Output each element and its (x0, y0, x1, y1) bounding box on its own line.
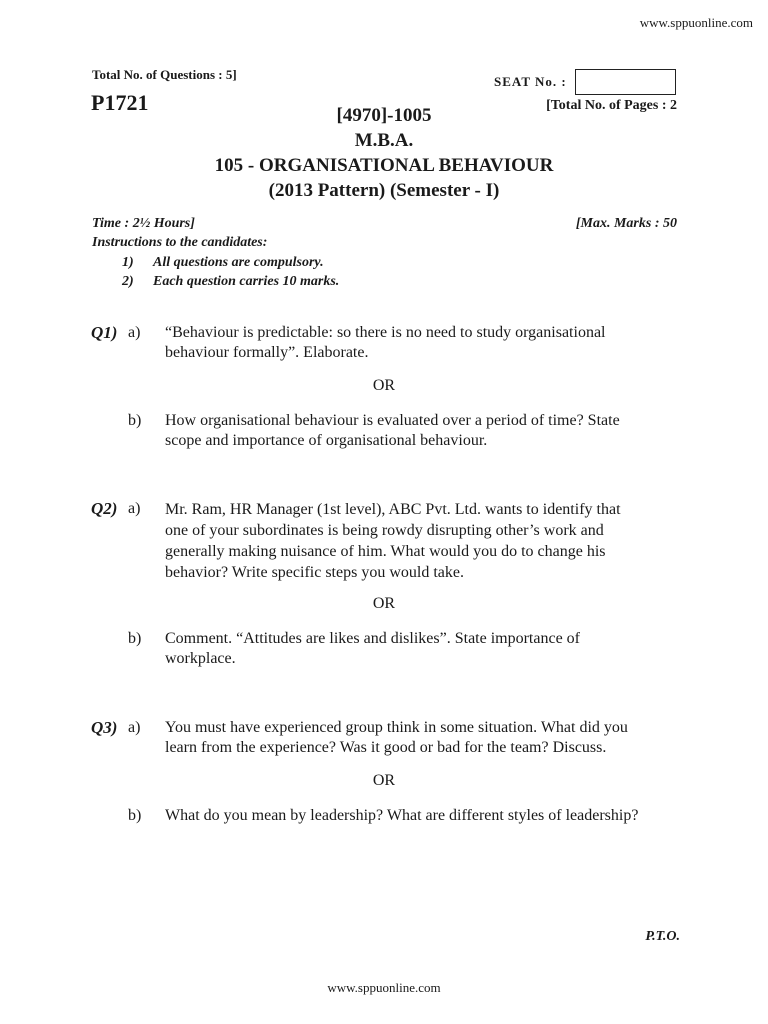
part-label: a) (128, 324, 141, 341)
instruction-item (122, 255, 324, 271)
site-url-top: www.sppuonline.com (639, 15, 753, 30)
part-label: b) (128, 630, 142, 647)
text-line: Comment. “Attitudes are likes and dislikes”. State importance of (165, 630, 581, 647)
total-pages: [Total No. of Pages : 2 (546, 98, 677, 113)
question-text (165, 629, 677, 669)
subject-title: 105 - ORGANISATIONAL BEHAVIOUR (214, 155, 554, 176)
question-text (165, 718, 677, 758)
part-label: b) (128, 807, 142, 824)
pattern-title: (2013 Pattern) (Semester - I) (268, 180, 500, 201)
site-url-bottom: www.sppuonline.com (327, 980, 441, 995)
degree-title: M.B.A. (354, 130, 414, 151)
instruction-item (122, 274, 339, 290)
exam-time: Time : 2½ Hours] (92, 216, 195, 231)
exam-code: [4970]-1005 (336, 105, 432, 126)
please-turn-over: P.T.O. (645, 929, 680, 944)
text-line: How organisational behaviour is evaluated over a period of time? State (165, 412, 620, 429)
instruction-number: 2) (122, 274, 134, 289)
instruction-text: All questions are compulsory. (153, 255, 324, 270)
instructions-title: Instructions to the candidates: (92, 235, 268, 250)
text-line: What do you mean by leadership? What are different styles of leadership? (165, 807, 639, 824)
part-label: a) (128, 500, 141, 517)
or-separator: OR (372, 595, 396, 612)
question-label: Q2) (91, 499, 118, 518)
part-label: a) (128, 719, 141, 736)
text-line: one of your subordinates is being rowdy disrupting other’s work and (165, 522, 604, 539)
or-separator: OR (372, 772, 396, 789)
seat-number-box (575, 69, 676, 95)
question-text (165, 323, 677, 363)
text-line: scope and importance of organisational behaviour. (165, 432, 488, 449)
text-line: behaviour formally”. Elaborate. (165, 344, 369, 361)
part-label: b) (128, 412, 142, 429)
paper-code: P1721 (91, 90, 149, 115)
max-marks: [Max. Marks : 50 (575, 216, 677, 231)
question-text (165, 411, 677, 451)
text-line: You must have experienced group think in some situation. What did you (165, 719, 628, 736)
instruction-text: Each question carries 10 marks. (153, 274, 340, 289)
question-label: Q3) (91, 718, 118, 737)
text-line: learn from the experience? Was it good or bad for the team? Discuss. (165, 739, 607, 756)
question-text (165, 499, 677, 583)
text-line: behavior? Write specific steps you would take. (165, 564, 464, 581)
exam-title-block (0, 103, 768, 203)
question-label: Q1) (91, 323, 118, 342)
text-line: “Behaviour is predictable: so there is no need to study organisational (165, 324, 606, 341)
question-text (165, 806, 677, 826)
text-line: workplace. (165, 650, 236, 667)
total-questions: Total No. of Questions : 5] (92, 67, 237, 82)
text-line: generally making nuisance of him. What would you do to change his (165, 543, 606, 560)
instruction-number: 1) (122, 255, 134, 270)
seat-number-label: SEAT No. : (494, 74, 567, 89)
or-separator: OR (372, 377, 396, 394)
text-line: Mr. Ram, HR Manager (1st level), ABC Pvt. Ltd. wants to identify that (165, 501, 621, 518)
